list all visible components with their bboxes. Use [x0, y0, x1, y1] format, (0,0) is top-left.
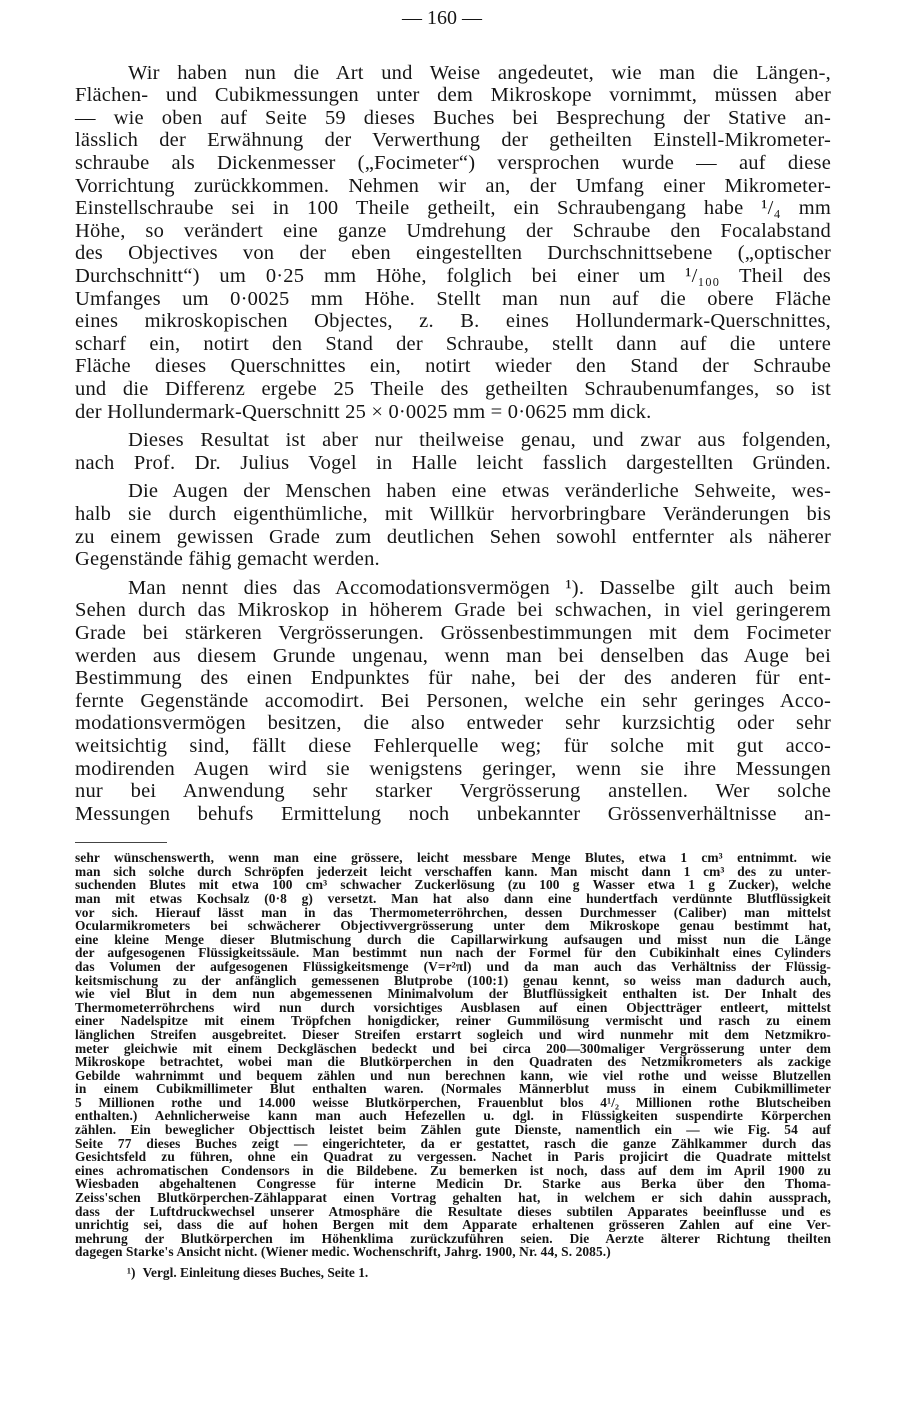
text-line: Messungen behufs Ermittelung noch unbekannter Grössenverhältnisse an- [75, 802, 831, 825]
text-line: Grade bei stärkeren Vergrösserungen. Grössenbestimmungen mit dem Focimeter [75, 621, 831, 644]
footnote-line: meter gleichwie mit einem Deckgläschen bedeckt und bei circa 200—300maliger Vergrösserung unter dem [75, 1040, 831, 1056]
text-line: Höhe, so verändert eine ganze Umdrehung der Schraube den Focalabstand [75, 219, 831, 242]
footnote-line: eines achromatischen Condensors in die Bildebene. Zu bemerken ist noch, dass auf dem im April 1900 zu [75, 1162, 831, 1178]
text-line: nach Prof. Dr. Julius Vogel in Halle leicht fasslich dargestellten Gründen. [75, 451, 831, 474]
footnote-line: unrichtig sei, dass die auf hohen Bergen mit dem Apparate erhaltenen grösseren Zahlen auf eine Ver- [75, 1217, 831, 1233]
footnote-line: länglichen Streifen ausgebreitet. Dieser Streifen erstarrt sogleich und wird nunmehr mit dem Netzmikro- [75, 1026, 831, 1042]
text-line: Die Augen der Menschen haben eine etwas veränderliche Sehweite, wes- [128, 480, 831, 503]
page-number: — 160 — [402, 7, 482, 29]
footnote-text: Vergl. Einleitung dieses Buches, Seite 1. [142, 1265, 369, 1280]
text-line: der Hollundermark-Querschnitt 25 × 0·0025 mm = 0·0625 mm dick. [75, 400, 652, 423]
text-line: modirenden Augen wird sie wenigstens geringer, wenn sie ihre Messungen [75, 757, 831, 780]
footnote-line: zählen. Ein beweglicher Objecttisch leistet beim Zählen gute Dienste, namentlich ein — wie Fig. 54 auf [75, 1122, 831, 1138]
text-line: Wir haben nun die Art und Weise angedeutet, wie man die Längen-, [128, 61, 831, 84]
text-line: lässlich der Erwähnung der Verwerthung der getheilten Einstell-Mikrometer- [75, 129, 831, 152]
footnote-line: 5 Millionen rothe und 14.000 weisse Blutkörperchen, Frauenblut blos 4¹/₂ Millionen rothe Blutscheiben [75, 1094, 831, 1110]
text-line: Einstellschraube sei in 100 Theile getheilt, ein Schraubengang habe ¹/₄ mm [75, 197, 831, 220]
text-line: Bestimmung des einen Endpunktes für nahe, bei der des anderen für ent- [75, 667, 831, 690]
text-line: eines mikroskopischen Objectes, z. B. eines Hollundermark-Querschnittes, [75, 310, 831, 333]
paragraph [75, 577, 831, 826]
footnote-continuation [75, 851, 831, 1259]
footnote-line: Seite 77 dieses Buches zeigt — eingerichteter, da er gestattet, rasch die ganze Zählkammer durch das [75, 1135, 831, 1151]
text-line: Fläche dieses Querschnittes ein, notirt wieder den Stand der Schraube [75, 355, 831, 378]
footnote-line: eine kleine Menge dieser Blutmischung durch die Capillarwirkung aufsaugen und misst nun die Länge [75, 931, 831, 947]
text-line: schraube als Dickenmesser („Focimeter“) versprochen wurde — auf diese [75, 152, 831, 175]
text-line: Durchschnitt“) um 0·25 mm Höhe, folglich bei einer um ¹/₁₀₀ Theil des [75, 265, 831, 288]
text-line: halb sie durch eigenthümliche, mit Willkür hervorbringbare Veränderungen bis [75, 502, 831, 525]
footnote-line: Gebilde wahrnimmt und bequem zählen und nun berechnen kann, wie viel rothe und weisse Blutzellen [75, 1067, 831, 1083]
footnote-line: der aufgesogenen Flüssigkeitssäule. Man bestimmt nun nach der Formel für den Cubikinhalt eines Cylinders [75, 945, 831, 961]
footnote-line: enthalten.) Aehnlicherweise kann man auch Hefezellen u. dgl. in Flüssigkeiten suspendirte Körperchen [75, 1108, 831, 1124]
footnote-mark: ¹) [127, 1265, 136, 1280]
footnote-line: keitsmischung zu der anfänglich gemessenen Blutprobe (100:1) genau kennt, so weiss man dadurch auch, [75, 972, 831, 988]
text-line: und die Differenz ergebe 25 Theile des getheilten Schraubenumfanges, so ist [75, 378, 831, 400]
text-line: werden aus diesem Grunde ungenau, wenn man bei denselben das Auge bei [75, 644, 831, 667]
text-line: modationsvermögen besitzen, die also entweder sehr kurzsichtig oder sehr [75, 712, 831, 735]
text-line: nur bei Anwendung sehr starker Vergrösserung anstellen. Wer solche [75, 780, 831, 803]
text-line: des Objectives von der eben eingestellten Durchschnittsebene („optischer [75, 242, 831, 265]
footnote-line: mehrung der Blutkörperchen im Höhenklima zurückzuführen seien. Die Aerzte älterer Richtung theilten [75, 1230, 831, 1246]
text-line: Man nennt dies das Accomodationsvermögen ¹). Dasselbe gilt auch beim [128, 576, 831, 599]
body-text [75, 62, 831, 832]
footnote-line: Zeiss'schen Blutkörperchen-Zählapparat einen Vortrag gehalten hat, in welchem er sich dahin aussprach, [75, 1190, 831, 1206]
footnote-line: man sich solche durch Schröpfen jederzeit leicht verschaffen kann. Man mischt dann 1 cm³ des zu unter- [75, 863, 831, 879]
footnote-line: einer Nadelspitze mit einem Tröpfchen honigdicker, reiner Gummilösung vermischt und rasch zu einem [75, 1013, 831, 1029]
footnote-line: Thermometerröhrchens wird nun durch vorsichtiges Ausblasen auf einen Objectträger entleert, mittelst [75, 999, 831, 1015]
text-line: Vorrichtung zurückkommen. Nehmen wir an, der Umfang einer Mikrometer- [75, 174, 831, 197]
footnote-line: das Volumen der aufgesogenen Flüssigkeitsmenge (V=r²πl) und da man auch das Verhältniss der Flüssig- [75, 958, 831, 974]
footnote-line: sehr wünschenswerth, wenn man eine grössere, leicht messbare Menge Blutes, etwa 1 cm³ entnimmt. wie [75, 850, 831, 866]
footnote-line: vor sich. Hierauf lässt man in das Thermometerröhrchen, dessen Durchmesser (Caliber) man mittelst [75, 904, 831, 920]
footnote-line: dass der Luftdruckwechsel unserer Atmosphäre die Resultate dieses subtilen Apparates beeinflusse und es [75, 1203, 831, 1219]
footnote-line: wie viel Blut in dem nun abgemessenen Minimalvolum der Blutflüssigkeit enthalten ist. Der Inhalt des [75, 986, 831, 1002]
footnote-line: Mikroskope betrachtet, wobei man die Blutkörperchen in den Quadraten des Netzmikrometers als zackige [75, 1054, 831, 1070]
text-line: Umfanges um 0·0025 mm Höhe. Stellt man nun auf die obere Fläche [75, 287, 831, 310]
text-line: fernte Gegenstände accomodirt. Bei Personen, welche ein sehr geringes Acco- [75, 689, 831, 712]
text-line: Sehen durch das Mikroskop in höherem Grade bei schwachen, in viel geringerem [75, 599, 831, 622]
paragraph [75, 480, 831, 570]
footnote-line: dagegen Starke's Ansicht nicht. (Wiener medic. Wochenschrift, Jahrg. 1900, Nr. 44, S. 2085.) [75, 1244, 611, 1260]
footnote-line: Wiesbaden abgehaltenen Congresse für interne Medicin Dr. Starke aus Berka über den Thoma- [75, 1176, 831, 1192]
text-line: weitsichtig sind, fällt diese Fehlerquelle weg; für solche mit gut acco- [75, 734, 831, 757]
footnote-line: Gesichtsfeld zu führen, ohne ein Quadrat zu vergessen. Nachet in Paris projicirt die Quadrate mittelst [75, 1149, 831, 1165]
footnote-line: in einem Cubikmillimeter Blut enthalten waren. (Normales Männerblut muss in einem Cubikmillimeter [75, 1081, 831, 1097]
text-line: Gegenstände fähig gemacht werden. [75, 548, 380, 571]
footnote-rule [75, 842, 167, 843]
footnote-line: Ocularmikrometers bei schwächerer Objectivvergrösserung unter dem Mikroskope genau bestimmt hat, [75, 918, 831, 934]
text-line: Dieses Resultat ist aber nur theilweise genau, und zwar aus folgenden, [128, 429, 831, 452]
paragraph [75, 429, 831, 474]
footnote-line: suchenden Blutes mit etwa 100 cm³ schwacher Zuckerlösung (zu 100 g Wasser etwa 1 g Zucker), welche [75, 877, 831, 893]
paragraph [75, 62, 831, 424]
text-line: Flächen- und Cubikmessungen unter dem Mikroskope vornimmt, müssen aber [75, 84, 831, 107]
text-line: — wie oben auf Seite 59 dieses Buches bei Besprechung der Stative an- [75, 106, 831, 129]
footnote [127, 1266, 727, 1280]
footnote-line: man mit etwas Kochsalz (0·8 g) versetzt. Man hat also dann eine hundertfach verdünnte Blutflüssigkeit [75, 890, 831, 906]
text-line: scharf ein, notirt den Stand der Schraube, stellt dann auf die untere [75, 332, 831, 355]
text-line: zu einem gewissen Grade zum deutlichen Sehen sowohl entfernter als näherer [75, 525, 831, 548]
